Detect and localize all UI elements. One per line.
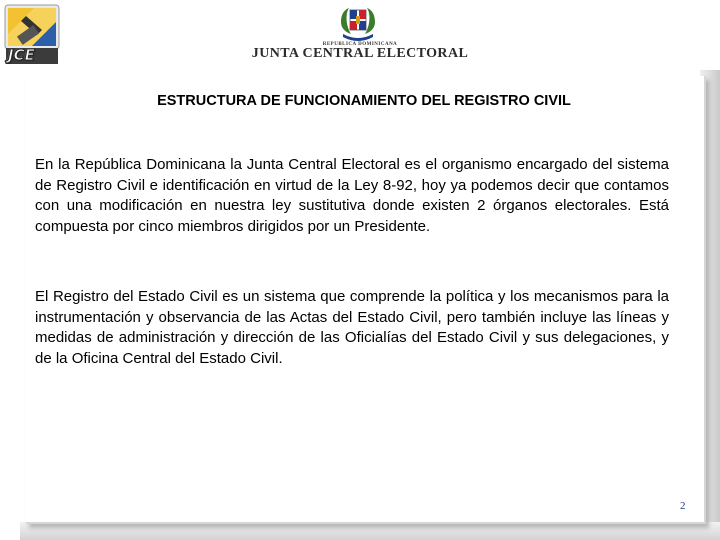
paragraph-2: El Registro del Estado Civil es un sistema que comprende la política y los mecanismos para la instrumentación y observancia de las Actas del Estado Civil, pero también incluye las líneas y medidas de administración y dirección de las Oficialías del Estado Civil y sus delegaciones, y de la Oficina Central del Estado Civil. [35, 288, 669, 367]
slide-title: ESTRUCTURA DE FUNCIONAMIENTO DEL REGISTRO CIVIL [157, 93, 571, 109]
republic-label: REPUBLICA DOMINICANA [322, 42, 398, 47]
paragraph-1: En la República Dominicana la Junta Central Electoral es el organismo encargado del sistema de Registro Civil e identificación en virtud de la Ley 8-92, hoy ya podemos decir que contamos con una modificación en nuestra ley sustitutiva donde existen 2 órganos electorales. Está compuesta por cinco miembros dirigidos por un Presidente. [35, 156, 669, 235]
coat-of-arms-icon [337, 4, 379, 44]
organization-name: JUNTA CENTRAL ELECTORAL [251, 46, 469, 61]
page-number: 2 [680, 500, 686, 512]
slide-header [0, 0, 720, 72]
logo-text: JCE [8, 46, 35, 64]
slide-frame-shadow-bottom [20, 522, 720, 540]
